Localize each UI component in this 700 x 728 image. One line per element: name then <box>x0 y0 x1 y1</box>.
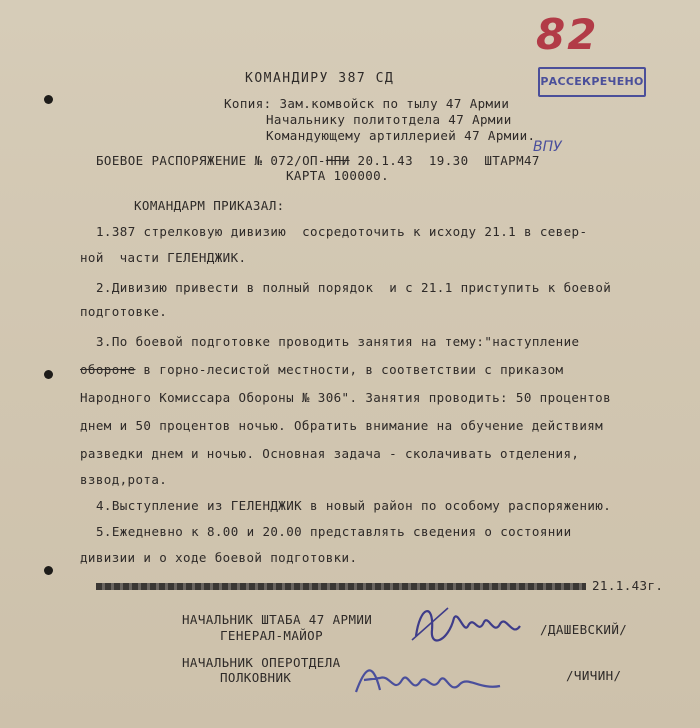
operdept-rank: ПОЛКОВНИК <box>220 670 292 685</box>
binder-hole <box>44 95 53 104</box>
paragraph-1: 1.387 стрелковую дивизию сосредоточить к исходу 21.1 в север- <box>96 224 588 239</box>
operdept-name: /ЧИЧИН/ <box>566 668 622 683</box>
paragraph-2-cont: подготовке. <box>80 304 168 319</box>
chief-signature <box>408 596 528 656</box>
intro-line: КОМАНДАРМ ПРИКАЗАЛ: <box>134 198 285 213</box>
binder-hole <box>44 566 53 575</box>
paragraph-2: 2.Дивизию привести в полный порядок и с 21.1 приступить к боевой <box>96 280 612 295</box>
operdept-title: НАЧАЛЬНИК ОПЕРОТДЕЛА <box>182 655 341 670</box>
paragraph-3-line-5: разведки днем и ночью. Основная задача - сколачивать отделения, <box>80 446 580 461</box>
chief-title: НАЧАЛЬНИК ШТАБА 47 АРМИИ <box>182 612 373 627</box>
handwritten-note: ВПУ <box>533 139 562 155</box>
struck-word: обороне <box>80 362 136 377</box>
paragraph-1-cont: ной части ГЕЛЕНДЖИК. <box>80 250 247 265</box>
page-number: 82 <box>536 10 599 59</box>
paragraph-4: 4.Выступление из ГЕЛЕНДЖИК в новый район по особому распоряжению. <box>96 498 612 513</box>
chief-rank: ГЕНЕРАЛ-МАЙОР <box>220 628 324 643</box>
paragraph-3-line-4: днем и 50 процентов ночью. Обратить внимание на обучение действиям <box>80 418 604 433</box>
paragraph-3: 3.По боевой подготовке проводить занятия на тему:"наступление <box>96 334 580 349</box>
order-number-struck: НПИ <box>325 153 350 168</box>
addressee: КОМАНДИРУ 387 СД <box>245 71 395 86</box>
copy-line-2: Начальнику политотдела 47 Армии <box>266 112 512 127</box>
paragraph-5: 5.Ежедневно к 8.00 и 20.00 представлять сведения о состоянии <box>96 524 572 539</box>
copy-line-1: Копия: Зам.комвойск по тылу 47 Армии <box>224 96 510 111</box>
order-number: БОЕВОЕ РАСПОРЯЖЕНИЕ № 072/ОП- <box>96 153 326 168</box>
copy-line-3: Командующему артиллерией 47 Армии. <box>266 128 536 143</box>
binder-hole <box>44 370 53 379</box>
paragraph-3-line-6: взвод,рота. <box>80 472 168 487</box>
paragraph-3-line-2 <box>80 362 563 377</box>
map-scale: КАРТА 100000. <box>286 168 390 183</box>
operdept-signature <box>350 650 510 710</box>
struck-date: 21.1.43г. <box>592 578 664 593</box>
paragraph-3-line-3: Народного Комиссара Обороны № 306". Занятия проводить: 50 процентов <box>80 390 612 405</box>
chief-name: /ДАШЕВСКИЙ/ <box>540 622 628 637</box>
crossed-out-line <box>96 583 586 590</box>
declassified-stamp: РАССЕКРЕЧЕНО <box>538 67 646 97</box>
paragraph-5-cont: дивизии и о ходе боевой подготовки. <box>80 550 358 565</box>
paragraph-3-text: в горно-лесистой местности, в соответствии с приказом <box>135 362 564 377</box>
order-date-time: 20.1.43 19.30 ШТАРМ <box>349 153 524 168</box>
army-number: 47 <box>524 153 540 168</box>
order-title <box>96 153 540 168</box>
